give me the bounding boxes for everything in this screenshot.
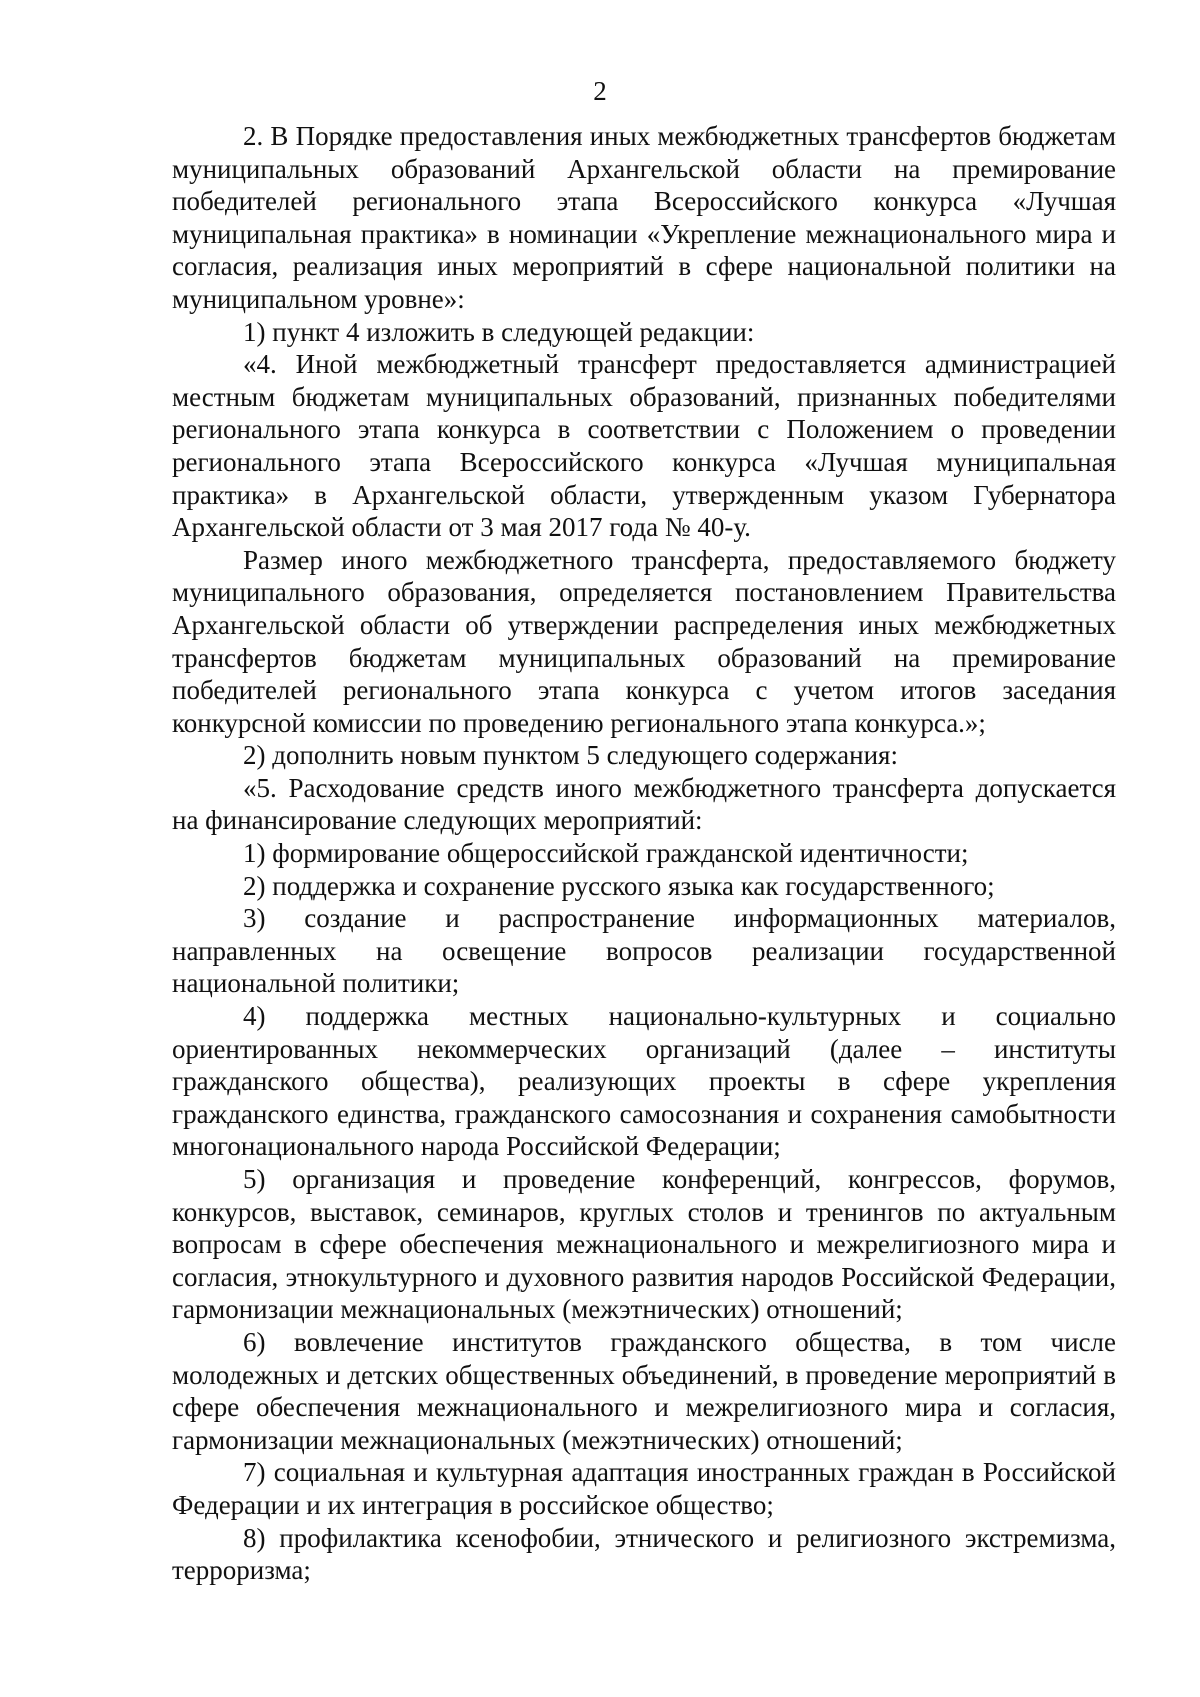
paragraph-transfer-size: Размер иного межбюджетного трансферта, предоставляемого бюджету муниципального образования, определяется постановлением Правительства Архангельской области об утверждении распределения иных межбюджетных трансфертов бюджетам муниципальных образований на премирование победителей регионального этапа конкурса с учетом итогов заседания конкурсной комиссии по проведению регионального этапа конкурса.»;: [172, 544, 1116, 738]
list-item-5: 5) организация и проведение конференций, конгрессов, форумов, конкурсов, выставок, семинаров, круглых столов и тренингов по актуальным вопросам в сфере обеспечения межнационального и межрелигиозного мира и согласия, этнокультурного и духовного развития народов Российской Федерации, гармонизации межнациональных (межэтнических) отношений;: [172, 1164, 1116, 1325]
list-item-2: 2) поддержка и сохранение русского языка как государственного;: [243, 870, 995, 901]
list-item-1: 1) формирование общероссийской гражданской идентичности;: [243, 838, 969, 869]
paragraph-item-1-instruction: 1) пункт 4 изложить в следующей редакции:: [243, 316, 755, 347]
paragraph-amendment-intro: 2. В Порядке предоставления иных межбюджетных трансфертов бюджетам муниципальных образований Архангельской области на премирование победителей регионального этапа Всероссийского конкурса «Лучшая муниципальная практика» в номинации «Укрепление межнационального мира и согласия, реализация иных мероприятий в сфере национальной политики на муниципальном уровне»:: [172, 121, 1116, 314]
paragraph-point-5: «5. Расходование средств иного межбюджетного трансферта допускается на финансирование следующих мероприятий:: [172, 772, 1116, 836]
document-body: [172, 120, 1116, 1587]
list-item-6: 6) вовлечение институтов гражданского общества, в том числе молодежных и детских общественных объединений, в проведение мероприятий в сфере обеспечения межнационального и межрелигиозного мира и согласия, гармонизации межнациональных (межэтнических) отношений;: [172, 1326, 1116, 1455]
page-number: 2: [593, 76, 607, 106]
list-item-7: 7) социальная и культурная адаптация иностранных граждан в Российской Федерации и их интеграция в российское общество;: [172, 1457, 1116, 1520]
paragraph-point-4: «4. Иной межбюджетный трансферт предоставляется администрацией местным бюджетам муниципальных образований, признанных победителями регионального этапа конкурса в соответствии с Положением о проведении регионального этапа Всероссийского конкурса «Лучшая муниципальная практика» в Архангельской области, утвержденным указом Губернатора Архангельской области от 3 мая 2017 года № 40-у.: [172, 349, 1116, 543]
list-item-4: 4) поддержка местных национально-культурных и социально ориентированных некоммерческих организаций (далее – институты гражданского общества), реализующих проекты в сфере укрепления гражданского единства, гражданского самосознания и сохранения самобытности многонационального народа Российской Федерации;: [172, 1001, 1116, 1162]
list-item-8: 8) профилактика ксенофобии, этнического и религиозного экстремизма, терроризма;: [172, 1522, 1116, 1586]
list-item-3: 3) создание и распространение информационных материалов, направленных на освещение вопросов реализации государственной национальной политики;: [172, 903, 1116, 999]
paragraph-item-2-instruction: 2) дополнить новым пунктом 5 следующего содержания:: [243, 740, 898, 771]
